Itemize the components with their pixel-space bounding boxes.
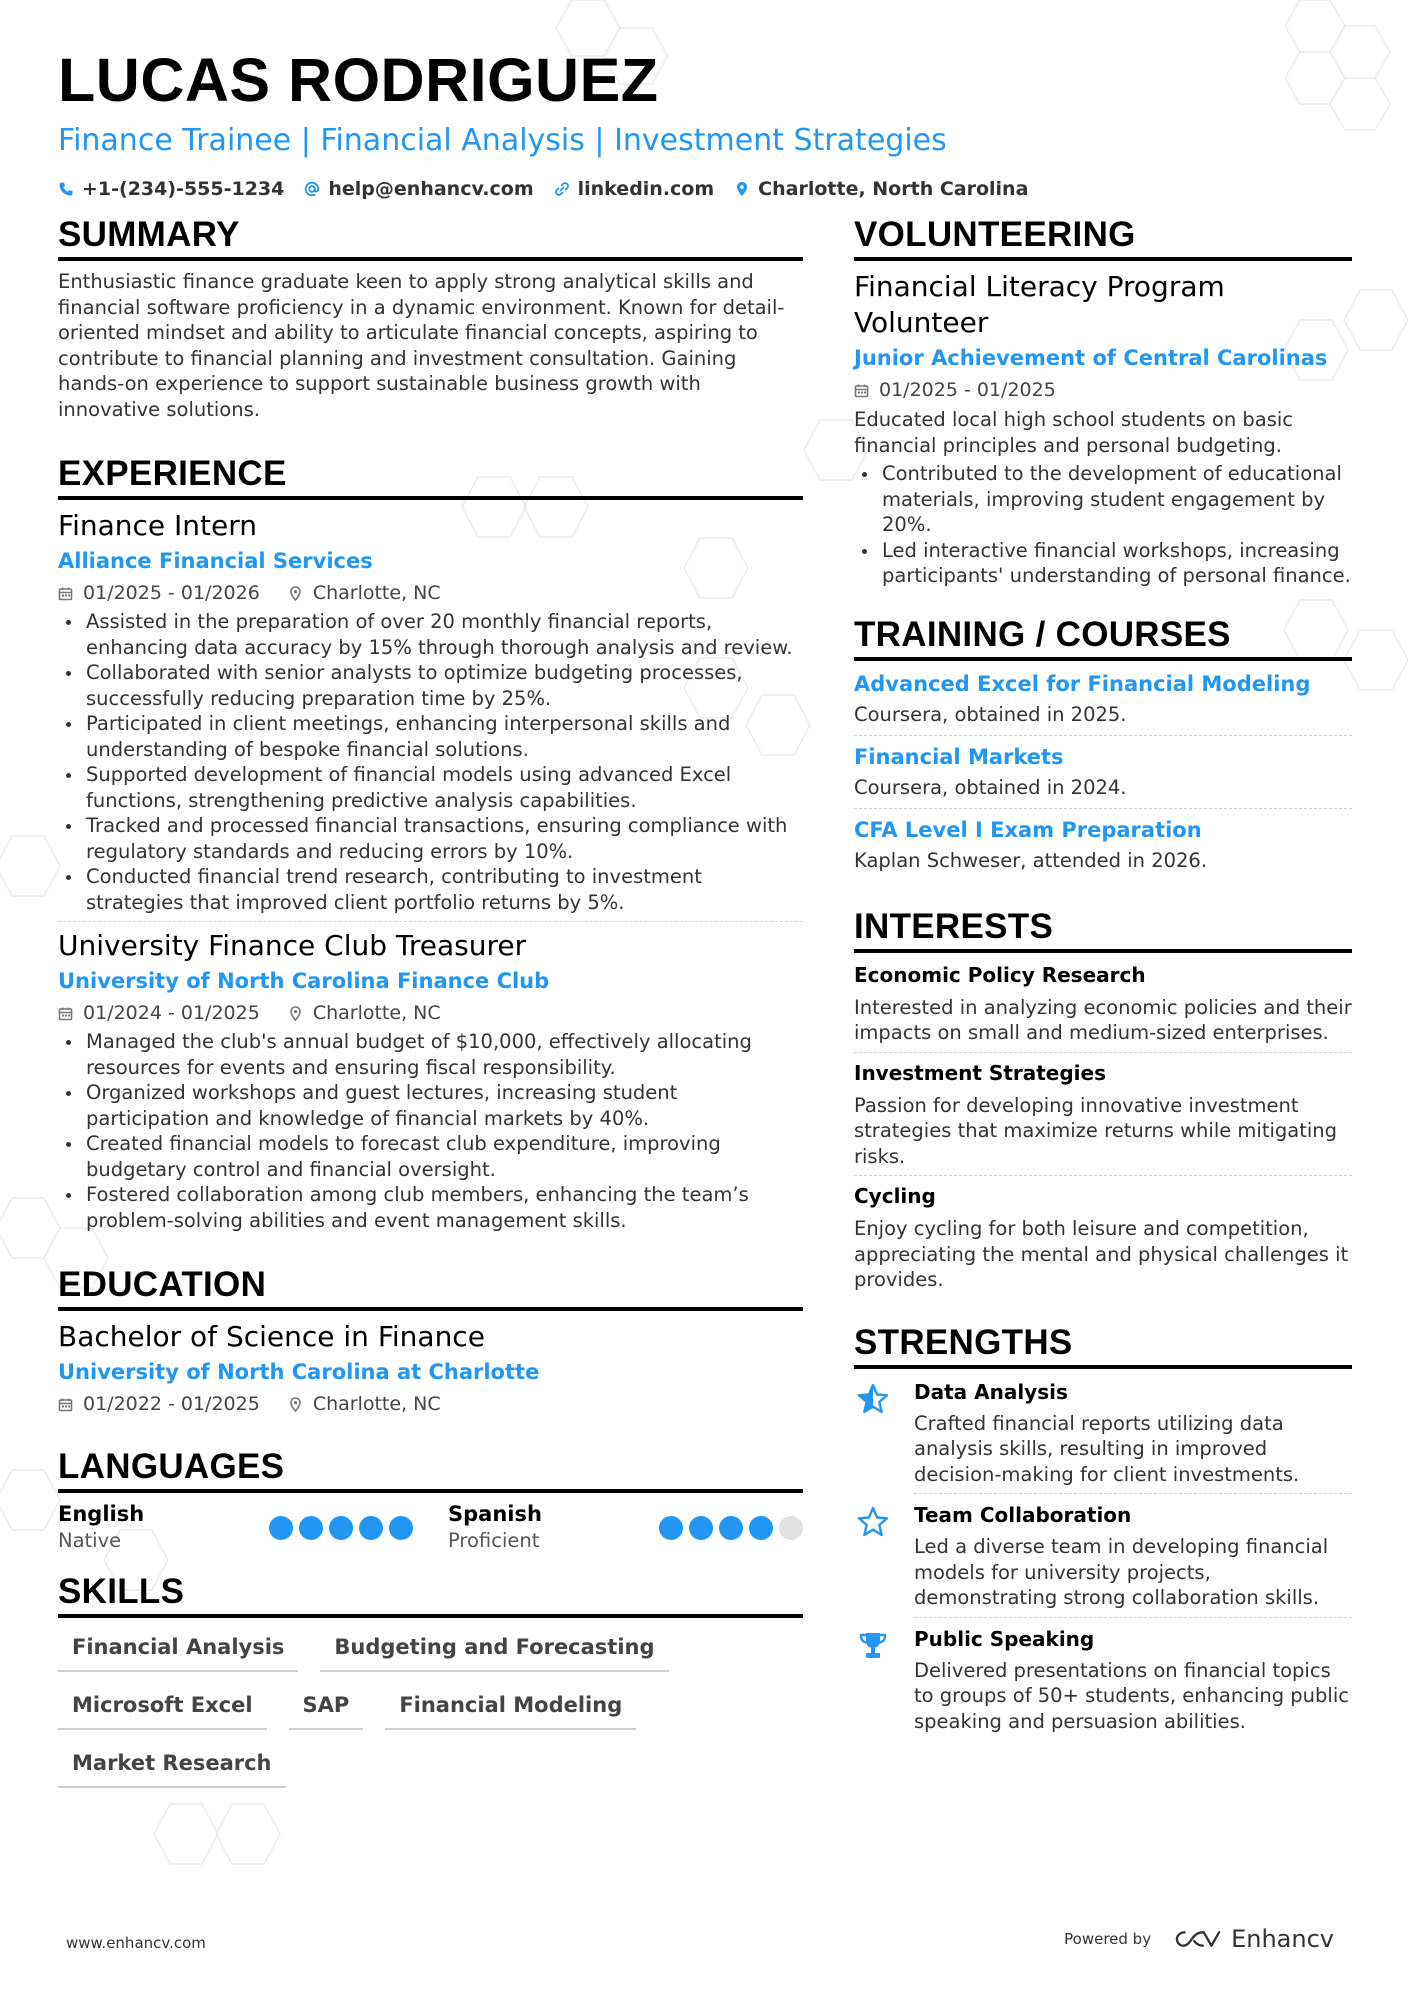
- experience-section: [58, 452, 803, 1233]
- volunteering-bullets: [854, 461, 1352, 589]
- rating-dot-empty: [779, 1516, 803, 1540]
- contact-phone-text: +1-(234)-555-1234: [82, 178, 285, 200]
- languages-title: LANGUAGES: [58, 1445, 803, 1493]
- skill-tag: Financial Analysis: [58, 1628, 298, 1672]
- contact-email[interactable]: [304, 178, 533, 200]
- contact-location: [734, 178, 1028, 200]
- location-pin-icon: [288, 1397, 303, 1412]
- experience-company: Alliance Financial Services: [58, 549, 373, 573]
- rating-dot-filled: [359, 1516, 383, 1540]
- experience-item: [58, 928, 803, 1233]
- skills-section: [58, 1570, 803, 1788]
- bullet-item: Fostered collaboration among club members, enhancing the team’s problem-solving abilities and event management skills.: [58, 1182, 803, 1233]
- calendar-icon: [58, 1006, 73, 1021]
- strength-item: [854, 1377, 1352, 1488]
- language-rating: [269, 1516, 413, 1540]
- contact-row: [58, 178, 1358, 200]
- left-column: [58, 213, 803, 1788]
- interest-text: Interested in analyzing economic policies and their impacts on small and medium-sized enterprises.: [854, 995, 1352, 1044]
- strength-text: Delivered presentations on financial topics to groups of 50+ students, enhancing public speaking and persuasion abilities.: [914, 1658, 1349, 1733]
- interests-section: [854, 905, 1352, 1293]
- experience-bullets: [58, 609, 803, 915]
- location-pin-icon: [288, 1006, 303, 1021]
- experience-item: [58, 508, 803, 915]
- enhancv-brand-text: Enhancv: [1231, 1925, 1334, 1953]
- contact-location-text: Charlotte, North Carolina: [758, 178, 1029, 200]
- experience-company: University of North Carolina Finance Club: [58, 969, 550, 993]
- bullet-item: Tracked and processed financial transactions, ensuring compliance with regulatory standards and reducing errors by 10%.: [58, 813, 803, 864]
- divider: [58, 921, 803, 922]
- experience-location-text: Charlotte, NC: [312, 582, 441, 604]
- location-pin-icon: [288, 586, 303, 601]
- experience-dates-text: 01/2025 - 01/2026: [83, 582, 260, 604]
- experience-meta: [58, 1000, 803, 1026]
- phone-icon: [58, 181, 74, 197]
- bullet-item: Organized workshops and guest lectures, increasing student participation and knowledge of financial markets by 40%.: [58, 1080, 803, 1131]
- skills-title: SKILLS: [58, 1570, 803, 1618]
- divider: [854, 735, 1352, 736]
- bullet-item: Managed the club's annual budget of $10,000, effectively allocating resources for events and ensuring fiscal responsibility.: [58, 1029, 803, 1080]
- bullet-item: Participated in client meetings, enhancing interpersonal skills and understanding of bespoke financial solutions.: [58, 711, 803, 762]
- language-level: Native: [58, 1529, 122, 1552]
- experience-dates: [58, 1000, 260, 1026]
- language-item: [448, 1501, 803, 1554]
- footer-brand[interactable]: [1064, 1925, 1334, 1953]
- course-detail: Kaplan Schweser, attended in 2026.: [854, 848, 1208, 872]
- bullet-item: Conducted financial trend research, contributing to investment strategies that improved client portfolio returns by 5%.: [58, 864, 803, 915]
- volunteering-description: Educated local high school students on basic financial principles and personal budgeting.: [854, 408, 1294, 457]
- rating-dot-filled: [659, 1516, 683, 1540]
- education-location-text: Charlotte, NC: [312, 1393, 441, 1415]
- education-section: [58, 1263, 803, 1417]
- training-section: [854, 613, 1352, 875]
- strengths-title: STRENGTHS: [854, 1321, 1352, 1369]
- location-pin-icon: [734, 181, 750, 197]
- rating-dot-filled: [749, 1516, 773, 1540]
- rating-dot-filled: [689, 1516, 713, 1540]
- interest-name: Investment Strategies: [854, 1060, 1107, 1085]
- language-name: Spanish: [448, 1502, 542, 1526]
- language-rating: [659, 1516, 803, 1540]
- contact-phone[interactable]: [58, 178, 284, 200]
- experience-bullets: [58, 1029, 803, 1233]
- summary-title: SUMMARY: [58, 213, 803, 261]
- volunteering-title: VOLUNTEERING: [854, 213, 1352, 261]
- interest-text: Enjoy cycling for both leisure and competition, appreciating the mental and physical challenges it provides.: [854, 1217, 1349, 1291]
- skill-tag: Financial Modeling: [385, 1686, 636, 1730]
- volunteering-role: Financial Literacy Program Volunteer: [854, 270, 1225, 339]
- education-school: University of North Carolina at Charlotte: [58, 1360, 540, 1384]
- calendar-icon: [58, 1397, 73, 1412]
- education-title: EDUCATION: [58, 1263, 803, 1311]
- bullet-item: Assisted in the preparation of over 20 monthly financial reports, enhancing data accuracy by 15% through thorough analysis and review.: [58, 609, 803, 660]
- right-column: [854, 213, 1352, 1734]
- interests-title: INTERESTS: [854, 905, 1352, 953]
- strength-item: [854, 1500, 1352, 1611]
- strength-name: Team Collaboration: [914, 1503, 1132, 1527]
- contact-email-text: help@enhancv.com: [328, 178, 534, 200]
- bullet-item: Supported development of financial models using advanced Excel functions, strengthening predictive analysis capabilities.: [58, 762, 803, 813]
- link-icon: [554, 181, 570, 197]
- divider: [914, 1493, 1352, 1494]
- language-level: Proficient: [448, 1529, 540, 1552]
- summary-text: Enthusiastic finance graduate keen to apply strong analytical skills and financial software proficiency in a dynamic environment. Known for detail-oriented mindset and ability to articulate financial concepts, aspiring to contribute to financial planning and investment consultation. Gaining hands-on experience to support sustainable business growth with innovative solutions.: [58, 270, 785, 421]
- volunteering-meta: [854, 377, 1352, 403]
- rating-dot-filled: [299, 1516, 323, 1540]
- divider: [854, 808, 1352, 809]
- contact-linkedin-text: linkedin.com: [577, 178, 715, 200]
- calendar-icon: [854, 383, 869, 398]
- rating-dot-filled: [269, 1516, 293, 1540]
- interest-text: Passion for developing innovative investment strategies that maximize returns while mitigating risks.: [854, 1093, 1338, 1168]
- strength-name: Public Speaking: [914, 1626, 1095, 1651]
- interest-item: [854, 1182, 1352, 1293]
- course-detail: Coursera, obtained in 2024.: [854, 775, 1127, 799]
- volunteering-dates: [854, 377, 1056, 403]
- interest-item: [854, 1059, 1352, 1170]
- resume-header: [58, 44, 1358, 200]
- footer-website[interactable]: www.enhancv.com: [66, 1934, 206, 1952]
- star-half-icon: [854, 1377, 892, 1415]
- trophy-icon: [854, 1624, 892, 1662]
- volunteering-org: Junior Achievement of Central Carolinas: [854, 346, 1328, 370]
- strength-text: Led a diverse team in developing financial models for university projects, demonstrating strong collaboration skills.: [914, 1535, 1329, 1609]
- experience-dates: [58, 580, 260, 606]
- languages-row: [58, 1501, 803, 1554]
- experience-title: EXPERIENCE: [58, 452, 803, 500]
- interest-item: [854, 961, 1352, 1046]
- bullet-item: Led interactive financial workshops, increasing participants' understanding of personal finance.: [854, 538, 1352, 589]
- volunteering-dates-text: 01/2025 - 01/2025: [879, 379, 1056, 401]
- education-location: [288, 1391, 441, 1417]
- skills-list: [58, 1628, 803, 1788]
- education-dates: [58, 1391, 260, 1417]
- bullet-item: Created financial models to forecast club expenditure, improving budgetary control and financial oversight.: [58, 1131, 803, 1182]
- candidate-headline: Finance Trainee | Financial Analysis | Investment Strategies: [58, 123, 947, 158]
- languages-section: [58, 1445, 803, 1554]
- divider: [854, 1052, 1352, 1053]
- experience-location: [288, 580, 441, 606]
- rating-dot-filled: [719, 1516, 743, 1540]
- contact-linkedin[interactable]: [554, 178, 715, 200]
- strengths-section: [854, 1321, 1352, 1735]
- interest-name: Economic Policy Research: [854, 962, 1146, 987]
- bullet-item: Contributed to the development of educational materials, improving student engagement by 20%.: [854, 461, 1352, 538]
- strength-name: Data Analysis: [914, 1379, 1068, 1404]
- divider: [914, 1617, 1352, 1618]
- calendar-icon: [58, 586, 73, 601]
- rating-dot-filled: [389, 1516, 413, 1540]
- star-outline-icon: [854, 1500, 892, 1538]
- course-name: Financial Markets: [854, 744, 1064, 769]
- summary-section: [58, 213, 803, 422]
- experience-role: University Finance Club Treasurer: [58, 929, 527, 962]
- course-detail: Coursera, obtained in 2025.: [854, 702, 1127, 726]
- training-title: TRAINING / COURSES: [854, 613, 1352, 661]
- enhancv-logo-icon: [1175, 1927, 1221, 1951]
- skill-tag: Microsoft Excel: [58, 1686, 267, 1730]
- education-meta: [58, 1391, 803, 1417]
- interest-name: Cycling: [854, 1184, 936, 1208]
- powered-by-label: Powered by: [1064, 1930, 1152, 1948]
- course-name: Advanced Excel for Financial Modeling: [854, 671, 1311, 696]
- rating-dot-filled: [329, 1516, 353, 1540]
- language-item: [58, 1501, 413, 1554]
- experience-role: Finance Intern: [58, 509, 257, 542]
- volunteering-section: [854, 213, 1352, 589]
- education-dates-text: 01/2022 - 01/2025: [83, 1393, 260, 1415]
- skill-tag: SAP: [289, 1686, 364, 1730]
- experience-location-text: Charlotte, NC: [312, 1002, 441, 1024]
- enhancv-logo: [1175, 1925, 1334, 1953]
- at-icon: [304, 181, 320, 197]
- experience-dates-text: 01/2024 - 01/2025: [83, 1002, 260, 1024]
- skill-tag: Market Research: [58, 1744, 286, 1788]
- strength-text: Crafted financial reports utilizing data analysis skills, resulting in improved decision-making for client investments.: [914, 1411, 1300, 1486]
- experience-location: [288, 1000, 441, 1026]
- candidate-name: LUCAS RODRIGUEZ: [58, 46, 659, 114]
- course-item: [854, 669, 1352, 729]
- divider: [854, 1175, 1352, 1176]
- course-item: [854, 815, 1352, 875]
- education-degree: Bachelor of Science in Finance: [58, 1320, 485, 1353]
- experience-meta: [58, 580, 803, 606]
- course-item: [854, 742, 1352, 802]
- bullet-item: Collaborated with senior analysts to optimize budgeting processes, successfully reducing preparation time by 25%.: [58, 660, 803, 711]
- language-name: English: [58, 1502, 145, 1526]
- skill-tag: Budgeting and Forecasting: [320, 1628, 668, 1672]
- course-name: CFA Level I Exam Preparation: [854, 817, 1202, 842]
- strength-item: [854, 1624, 1352, 1735]
